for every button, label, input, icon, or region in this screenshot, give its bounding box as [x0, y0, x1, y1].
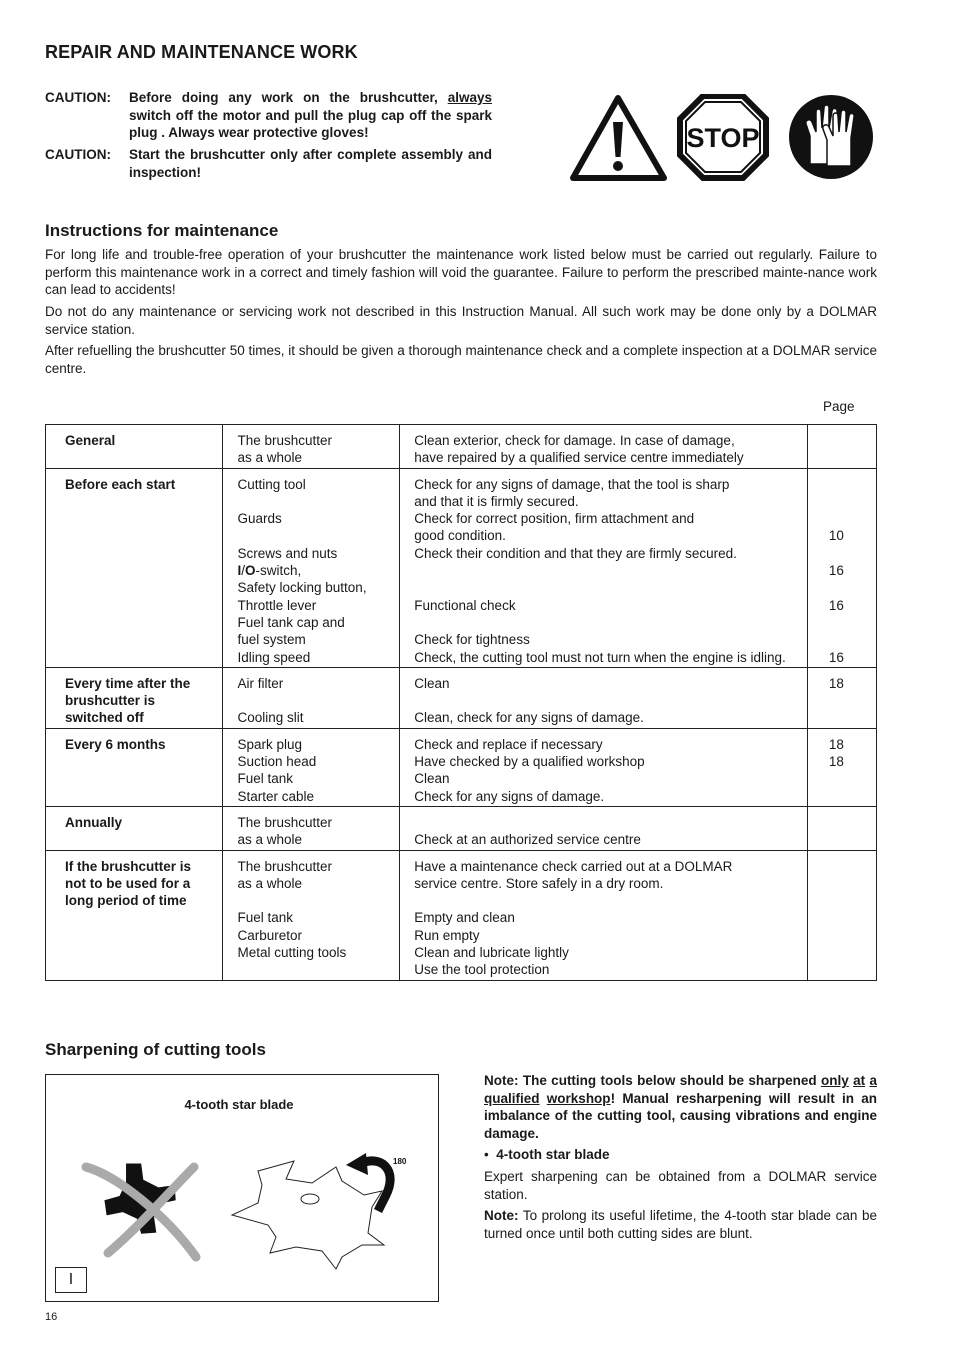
- table-cell-action: [400, 468, 808, 667]
- cell-line: Clean: [414, 675, 450, 691]
- cell-line: 16: [828, 563, 844, 579]
- cell-line: Every time after the: [65, 675, 191, 691]
- caution-2: [45, 146, 492, 181]
- expert-sharpening-text: Expert sharpening can be obtained from a DOLMAR service station.: [484, 1169, 877, 1202]
- cell-line: brushcutter is: [65, 693, 156, 709]
- table-cell-item: [223, 468, 400, 667]
- cell-line: [237, 493, 399, 510]
- cell-line: [829, 858, 876, 875]
- instructions-heading: Instructions for maintenance: [45, 221, 279, 240]
- cell-line: [414, 692, 807, 709]
- cell-line: Check at an authorized service centre: [414, 832, 641, 848]
- cell-line: [414, 562, 807, 579]
- page-number: 16: [45, 1311, 58, 1323]
- cell-line: Functional check: [414, 597, 516, 613]
- table-cell-item: [223, 667, 400, 728]
- cell-line: [414, 579, 807, 596]
- safety-icons: [570, 94, 880, 189]
- note-label: Note:: [484, 1208, 519, 1223]
- table-cell-interval: [46, 806, 223, 850]
- cell-line: Clean, check for any signs of damage.: [414, 710, 644, 726]
- cell-line: [829, 709, 876, 726]
- bullet-item: • 4-tooth star blade: [484, 1147, 610, 1162]
- cell-line: Suction head: [237, 754, 317, 770]
- cell-line: have repaired by a qualified service centre immediately: [414, 450, 744, 466]
- caution-text-rest: switch off the motor and pull the plug cap off the spark plug . Always wear protective gloves!: [129, 107, 492, 140]
- cell-line: The brushcutter: [237, 433, 333, 448]
- cell-line: Fuel tank: [237, 910, 294, 926]
- cell-line: Safety locking button,: [237, 580, 367, 596]
- table-row: [46, 850, 877, 980]
- table-cell-item: [223, 425, 400, 469]
- cell-line: [829, 814, 876, 831]
- table-cell-action: [400, 728, 808, 806]
- cell-line: Throttle lever: [237, 597, 317, 613]
- cell-line: Screws and nuts: [237, 545, 338, 561]
- cell-line: [414, 892, 807, 909]
- crossed-out-blade-icon: [86, 1164, 196, 1257]
- cell-line: [414, 614, 807, 631]
- star-blade-drawing: [232, 1161, 384, 1269]
- cell-line: [237, 527, 399, 544]
- lifetime-note-text: To prolong its useful lifetime, the 4-tooth star blade can be turned once until both cutting sides are blunt.: [484, 1208, 877, 1241]
- table-cell-interval: [46, 667, 223, 728]
- bullet-text: 4-tooth star blade: [496, 1147, 610, 1162]
- cell-line: Run empty: [414, 927, 480, 943]
- cell-line: Carburetor: [237, 927, 303, 943]
- cell-line: The brushcutter: [237, 858, 333, 874]
- table-cell-action: [400, 667, 808, 728]
- stop-text: STOP: [686, 123, 760, 153]
- cell-line: Fuel tank: [237, 771, 294, 787]
- cell-line: 16: [828, 597, 844, 613]
- cell-line: as a whole: [237, 450, 303, 466]
- cell-line: 16: [828, 649, 844, 665]
- table-cell-item: [223, 850, 400, 980]
- cell-line: 18: [828, 675, 844, 691]
- instructions-paragraph-3: After refuelling the brushcutter 50 times, it should be given a thorough maintenance check and a complete inspection at a DOLMAR service centre.: [45, 343, 877, 376]
- cell-line: I/O-switch,: [237, 563, 302, 579]
- cell-line: Check and replace if necessary: [414, 736, 603, 752]
- warning-triangle-icon: [573, 98, 664, 178]
- table-cell-action: [400, 850, 808, 980]
- cell-line: as a whole: [237, 832, 303, 848]
- cell-line: [829, 493, 876, 510]
- cell-line: Metal cutting tools: [237, 945, 347, 961]
- cell-line: as a whole: [237, 875, 303, 891]
- sharpening-heading: Sharpening of cutting tools: [45, 1040, 266, 1059]
- cell-line: The brushcutter: [237, 814, 333, 830]
- table-cell-page: [807, 728, 876, 806]
- cell-line: Check for any signs of damage, that the tool is sharp: [414, 476, 730, 492]
- table-cell-page: [807, 468, 876, 667]
- star-blade-figure: [45, 1074, 439, 1302]
- caution-label: CAUTION:: [45, 90, 111, 105]
- cell-line: Have checked by a qualified workshop: [414, 754, 645, 770]
- rotation-label: 180: [393, 1157, 407, 1166]
- table-cell-page: [807, 425, 876, 469]
- note-label: Note:: [484, 1073, 519, 1088]
- table-row: [46, 806, 877, 850]
- cell-line: [829, 909, 876, 926]
- cell-line: If the brushcutter is: [65, 858, 192, 874]
- cell-line: [829, 788, 876, 805]
- cell-line: [237, 892, 399, 909]
- cell-line: switched off: [65, 710, 144, 726]
- stop-sign-icon: [680, 96, 766, 178]
- cell-line: [829, 875, 876, 892]
- maintenance-table: [45, 424, 877, 981]
- page-title: REPAIR AND MAINTENANCE WORK: [45, 42, 358, 62]
- cell-line: long period of time: [65, 893, 187, 909]
- cell-line: [829, 476, 876, 493]
- instructions-paragraph-2: Do not do any maintenance or servicing work not described in this Instruction Manual. All such work may be done only by a DOLMAR service station.: [45, 304, 877, 337]
- cell-line: Cooling slit: [237, 710, 304, 726]
- caution-emphasis: always: [447, 90, 492, 105]
- instructions-paragraph-1: For long life and trouble-free operation of your brushcutter the maintenance work listed below must be carried out regularly. Failure to perform this maintenance work in a correct and timely fashion will void the guarantee. Failure to perform the prescribed mainte-nance work can lead to accidents!: [45, 247, 877, 297]
- cell-line: service centre. Store safely in a dry room.: [414, 875, 664, 891]
- table-cell-interval: [46, 728, 223, 806]
- cell-line: Annually: [65, 814, 123, 830]
- cell-line: Check, the cutting tool must not turn when the engine is idling.: [414, 649, 786, 665]
- protective-gloves-icon: [789, 95, 873, 179]
- cell-line: Cutting tool: [237, 476, 306, 492]
- cell-line: [829, 614, 876, 631]
- table-row: [46, 728, 877, 806]
- cell-line: Spark plug: [237, 736, 303, 752]
- sharpening-note: Note: The cutting tools below should be sharpened only at a qualified workshop! Manual resharpening will result in an imbalance of the cutting tool, causing vibrations and engine damage.: [484, 1073, 877, 1141]
- table-row: [46, 468, 877, 667]
- cell-line: Idling speed: [237, 649, 311, 665]
- cell-line: [829, 631, 876, 648]
- cell-line: good condition.: [414, 528, 506, 544]
- cell-line: Clean: [414, 771, 450, 787]
- cell-line: Use the tool protection: [414, 962, 550, 978]
- table-row: [46, 667, 877, 728]
- table-cell-interval: [46, 425, 223, 469]
- cell-line: Fuel tank cap and: [237, 614, 345, 630]
- cell-line: Check for tightness: [414, 632, 530, 648]
- caution-1: [45, 89, 492, 142]
- cell-line: [414, 814, 807, 831]
- cell-line: and that it is firmly secured.: [414, 493, 579, 509]
- cell-line: [829, 579, 876, 596]
- cell-line: not to be used for a: [65, 875, 191, 891]
- table-cell-interval: [46, 468, 223, 667]
- cell-line: 18: [828, 754, 844, 770]
- cell-line: Check for correct position, firm attachment and: [414, 511, 695, 527]
- caution-label: CAUTION:: [45, 147, 111, 162]
- cell-line: [237, 692, 399, 709]
- cell-line: [829, 927, 876, 944]
- table-cell-item: [223, 728, 400, 806]
- cell-line: General: [65, 433, 116, 448]
- cell-line: Empty and clean: [414, 910, 515, 926]
- cell-line: [829, 545, 876, 562]
- cell-line: Check for any signs of damage.: [414, 788, 605, 804]
- caution-text: Start the brushcutter only after complete assembly and inspection!: [129, 147, 492, 180]
- cell-line: Starter cable: [237, 788, 315, 804]
- table-cell-page: [807, 667, 876, 728]
- cell-line: [829, 961, 876, 978]
- table-cell-page: [807, 850, 876, 980]
- cell-line: [829, 831, 876, 848]
- figure-title: 4-tooth star blade: [184, 1097, 294, 1112]
- cell-line: Clean and lubricate lightly: [414, 945, 569, 961]
- table-cell-page: [807, 806, 876, 850]
- cell-line: [829, 432, 876, 449]
- cell-line: 10: [828, 528, 844, 544]
- cell-line: [829, 892, 876, 909]
- table-cell-item: [223, 806, 400, 850]
- table-cell-interval: [46, 850, 223, 980]
- cell-line: [829, 944, 876, 961]
- table-cell-action: [400, 806, 808, 850]
- cell-line: Before each start: [65, 476, 176, 492]
- cell-line: [829, 770, 876, 787]
- lifetime-note: [484, 1207, 877, 1242]
- cell-line: Clean exterior, check for damage. In case of damage,: [414, 433, 735, 448]
- table-cell-action: [400, 425, 808, 469]
- cell-line: 18: [828, 736, 844, 752]
- caution-text: Before doing any work on the brushcutter,: [129, 90, 448, 105]
- cell-line: [829, 449, 876, 466]
- cell-line: Have a maintenance check carried out at a DOLMAR: [414, 858, 733, 874]
- cell-line: fuel system: [237, 632, 306, 648]
- cell-line: [829, 692, 876, 709]
- table-row: [46, 425, 877, 469]
- figure-number: I: [55, 1267, 87, 1293]
- page-column-header: Page: [823, 399, 855, 414]
- cell-line: Guards: [237, 511, 282, 527]
- cell-line: Check their condition and that they are firmly secured.: [414, 545, 737, 561]
- cell-line: Every 6 months: [65, 736, 166, 752]
- cell-line: [829, 510, 876, 527]
- cell-line: Air filter: [237, 675, 284, 691]
